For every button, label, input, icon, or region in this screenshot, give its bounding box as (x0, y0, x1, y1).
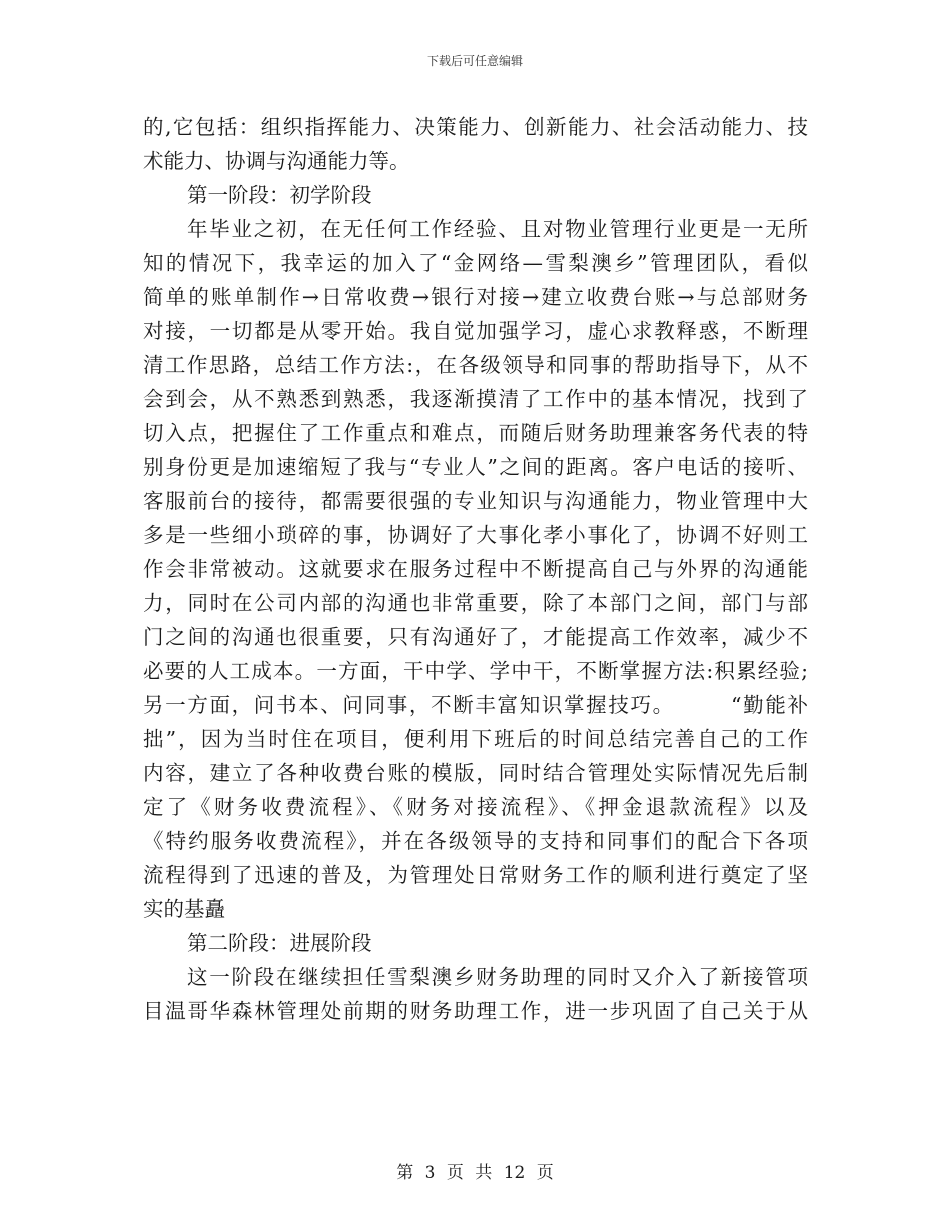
text-line: 年毕业之初，在无任何工作经验、且对物业管理行业更是一无所 (187, 217, 808, 241)
text-line: 术能力、协调与沟通能力等。 (143, 149, 410, 173)
page-number: 第 3 页 共 12 页 (396, 1163, 554, 1183)
text-line: 作会非常被动。这就要求在服务过程中不断提高自己与外界的沟通能 (143, 557, 808, 581)
text-line: 力，同时在公司内部的沟通也非常重要，除了本部门之间，部门与部 (143, 591, 808, 615)
text-line: 另一方面，问书本、问同事，不断丰富知识掌握技巧。 “勤能补 (143, 693, 808, 717)
text-line: 客服前台的接待，都需要很强的专业知识与沟通能力，物业管理中大 (143, 489, 808, 513)
text-line: 《特约服务收费流程》，并在各级领导的支持和同事们的配合下各项 (143, 829, 808, 853)
document-body (143, 110, 808, 1028)
text-line: 这一阶段在继续担任雪梨澳乡财务助理的同时又介入了新接管项 (187, 965, 808, 989)
text-line: 实的基矗 (143, 897, 225, 921)
text-line: 拙”，因为当时住在项目，便利用下班后的时间总结完善自己的工作 (143, 727, 808, 751)
text-line: 的,它包括：组织指挥能力、决策能力、创新能力、社会活动能力、技 (143, 115, 808, 139)
text-line: 内容，建立了各种收费台账的模版，同时结合管理处实际情况先后制 (143, 761, 808, 785)
text-line: 多是一些细小琐碎的事，协调好了大事化孝小事化了，协调不好则工 (143, 523, 808, 547)
text-line: 定了《财务收费流程》、《财务对接流程》、《押金退款流程》以及 (143, 795, 808, 819)
text-line: 简单的账单制作→日常收费→银行对接→建立收费台账→与总部财务 (143, 285, 808, 309)
text-line: 目温哥华森林管理处前期的财务助理工作，进一步巩固了自己关于从 (143, 999, 808, 1023)
section-heading: 第一阶段：初学阶段 (187, 183, 372, 207)
text-line: 切入点，把握住了工作重点和难点，而随后财务助理兼客务代表的特 (143, 421, 808, 445)
text-line: 会到会，从不熟悉到熟悉，我逐渐摸清了工作中的基本情况，找到了 (143, 387, 808, 411)
text-line: 清工作思路，总结工作方法:，在各级领导和同事的帮助指导下，从不 (143, 353, 808, 377)
section-heading: 第二阶段：进展阶段 (187, 931, 372, 955)
text-line: 门之间的沟通也很重要，只有沟通好了，才能提高工作效率，减少不 (143, 625, 808, 649)
text-line: 别身份更是加速缩短了我与“专业人”之间的距离。客户电话的接听、 (143, 455, 808, 479)
text-line: 对接，一切都是从零开始。我自觉加强学习，虚心求教释惑，不断理 (143, 319, 808, 343)
page-header: 下载后可任意编辑 (426, 54, 523, 68)
text-line: 必要的人工成本。一方面，干中学、学中干，不断掌握方法:积累经验; (143, 659, 808, 683)
text-line: 知的情况下，我幸运的加入了“金网络—雪梨澳乡”管理团队，看似 (143, 251, 808, 275)
text-line: 流程得到了迅速的普及，为管理处日常财务工作的顺利进行奠定了坚 (143, 863, 808, 887)
